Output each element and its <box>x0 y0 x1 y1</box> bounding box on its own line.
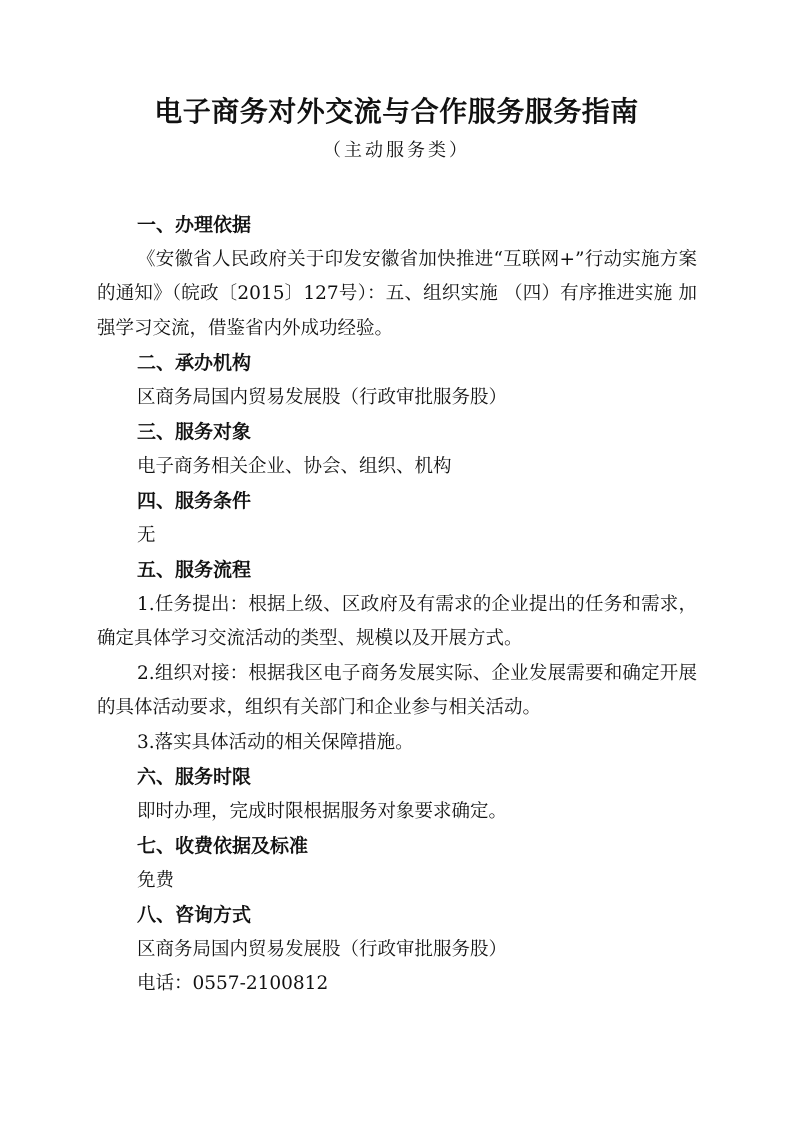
section-heading-basis: 一、办理依据 <box>137 214 252 236</box>
contact-agency-text: 区商务局国内贸易发展股（行政审批服务股） <box>137 938 508 960</box>
section-heading-agency: 二、承办机构 <box>137 352 252 374</box>
process-step: 3.落实具体活动的相关保障措施。 <box>137 731 414 753</box>
section-heading-targets: 三、服务对象 <box>137 421 252 443</box>
section-heading-time-limit: 六、服务时限 <box>137 766 252 788</box>
process-step: 1.任务提出：根据上级、区政府及有需求的企业提出的任务和需求，确定具体学习交流活动的类型、规模以及开展方式。 <box>97 593 697 649</box>
document-subtitle: （主动服务类） <box>323 140 470 161</box>
fee-text: 免费 <box>137 869 175 891</box>
targets-text: 电子商务相关企业、协会、组织、机构 <box>137 455 452 477</box>
section-heading-fee: 七、收费依据及标准 <box>137 835 309 857</box>
time-limit-text: 即时办理，完成时限根据服务对象要求确定。 <box>137 800 508 822</box>
process-step: 2.组织对接：根据我区电子商务发展实际、企业发展需要和确定开展的具体活动要求，组织有关部门和企业参与相关活动。 <box>97 662 697 718</box>
document-body <box>97 208 697 1002</box>
section-heading-contact: 八、咨询方式 <box>137 904 252 926</box>
section-heading-conditions: 四、服务条件 <box>137 490 252 512</box>
basis-text: 《安徽省人民政府关于印发安徽省加快推进“互联网+”行动实施方案的通知》（皖政〔2015〕127号）：五、组织实施 （四）有序推进实施 加强学习交流，借鉴省内外成功经验。 <box>97 248 697 339</box>
document-title: 电子商务对外交流与合作服务服务指南 <box>154 95 639 128</box>
agency-text: 区商务局国内贸易发展股（行政审批服务股） <box>137 386 508 408</box>
section-heading-process: 五、服务流程 <box>137 559 252 581</box>
contact-phone-text: 电话：0557-2100812 <box>137 973 329 994</box>
conditions-text: 无 <box>137 524 156 546</box>
